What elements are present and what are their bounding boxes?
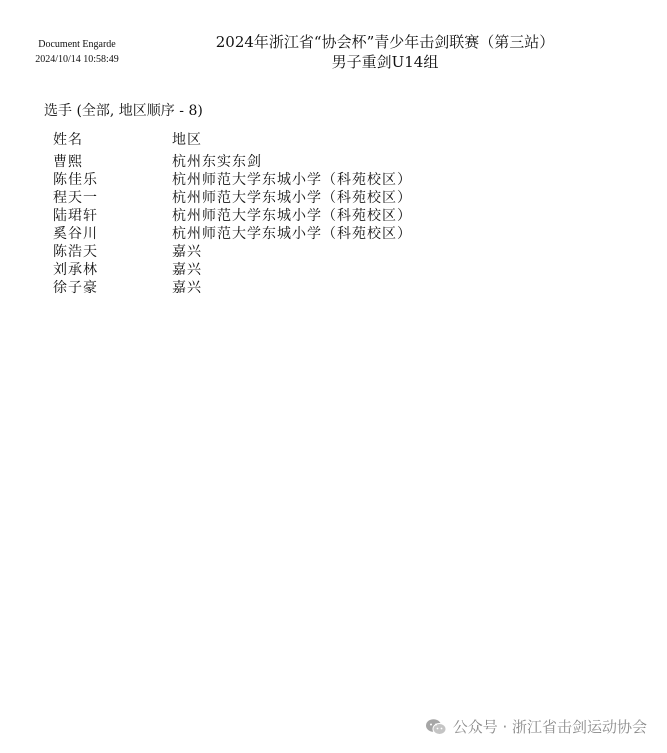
fencer-name: 奚谷川 (53, 226, 98, 242)
fencer-region: 杭州东实东剑 (172, 154, 262, 170)
table-row (53, 279, 412, 297)
fencer-region: 嘉兴 (172, 262, 202, 278)
table-row (53, 207, 412, 225)
print-datetime: 2024/10/14 10:58:49 (35, 54, 119, 65)
fencer-region: 杭州师范大学东城小学（科苑校区） (172, 190, 412, 206)
column-header-name: 姓名 (53, 132, 83, 148)
fencer-name: 徐子豪 (53, 280, 98, 296)
document-title: 2024年浙江省“协会杯”青少年击剑联赛（第三站） (215, 33, 555, 51)
table-row (53, 153, 412, 171)
table-row (53, 189, 412, 207)
fencer-region: 杭州师范大学东城小学（科苑校区） (172, 172, 412, 188)
fencer-region: 嘉兴 (172, 280, 202, 296)
fencer-name: 陆珺轩 (53, 208, 98, 224)
table-row (53, 243, 412, 261)
document-header (150, 32, 620, 72)
fencer-name: 陈佳乐 (53, 172, 98, 188)
table-row (53, 225, 412, 243)
table-row (53, 261, 412, 279)
document-meta (22, 37, 132, 67)
column-header-region: 地区 (172, 132, 202, 148)
fencer-name: 陈浩天 (53, 244, 98, 260)
fencer-name: 曹熙 (53, 154, 83, 170)
fencer-name: 程天一 (53, 190, 98, 206)
event-category: 男子重剑U14组 (331, 53, 439, 71)
fencer-name: 刘承林 (53, 262, 98, 278)
watermark (425, 716, 647, 737)
table-header-row (53, 131, 412, 149)
fencer-list-heading: 选手 (全部, 地区顺序 - 8) (44, 103, 203, 119)
fencer-region: 杭州师范大学东城小学（科苑校区） (172, 208, 412, 224)
watermark-text: 公众号 · 浙江省击剑运动协会 (452, 718, 647, 736)
wechat-official-account-icon (425, 718, 447, 736)
fencer-region: 嘉兴 (172, 244, 202, 260)
table-row (53, 171, 412, 189)
fencer-table (53, 131, 412, 297)
software-name: Document Engarde (38, 39, 116, 50)
fencer-region: 杭州师范大学东城小学（科苑校区） (172, 226, 412, 242)
